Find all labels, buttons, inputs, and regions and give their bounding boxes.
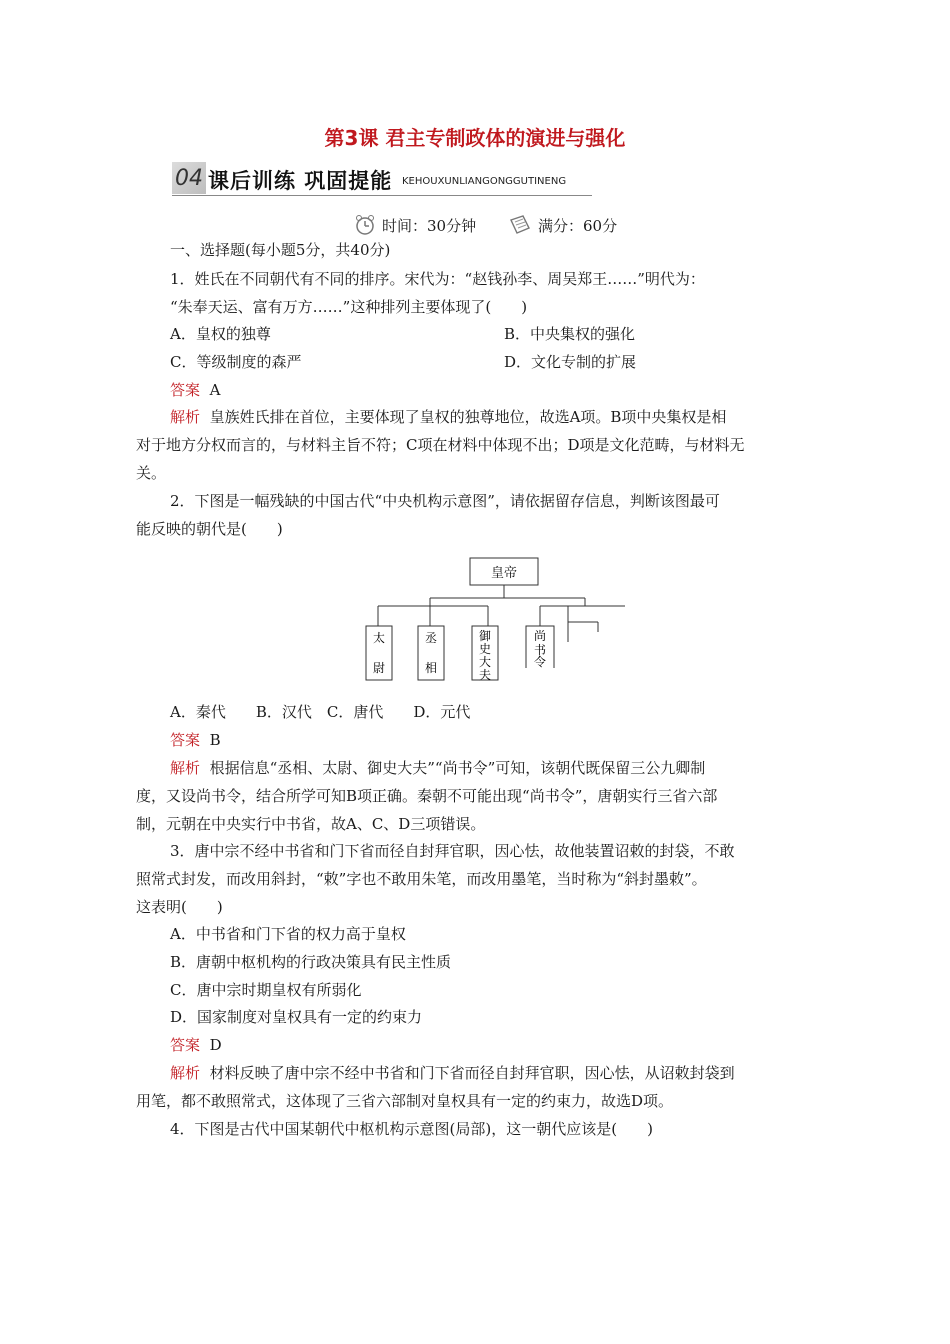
q2-analysis-line1 [170,758,705,778]
q1-stem-line2: “朱奉天运、富有万方……”这种排列主要体现了( ) [170,298,528,316]
svg-text:御: 御 [478,629,492,643]
q2-answer-value: B [209,731,221,749]
q2-analysis-line2: 度，又设尚书令，结合所学可知B项正确。秦朝不可能出现“尚书令”，唐朝实行三省六部 [136,787,718,805]
q3-option-c: C．唐中宗时期皇权有所弱化 [170,981,362,999]
q3-option-a: A．中书省和门下省的权力高于皇权 [170,925,406,943]
q1-analysis-line2: 对于地方分权而言的，与材料主旨不符；C项在材料中体现不出；D项是文化范畴，与材料无 [136,436,745,454]
score-text: 满分：60分 [538,216,618,235]
q2-answer [170,730,221,750]
svg-text:令: 令 [533,655,547,669]
central-institutions-diagram [360,556,630,686]
banner-number: 04 [172,162,206,194]
analysis-label: 解析 [170,1064,201,1082]
q1-option-b: B．中央集权的强化 [504,325,636,343]
answer-label: 答案 [170,381,201,399]
q1-answer-value: A [209,381,221,399]
section-banner [172,162,602,196]
svg-text:尚: 尚 [533,629,547,643]
diagram-emperor-label: 皇帝 [490,566,518,581]
svg-text:夫: 夫 [478,668,492,682]
time-info [354,214,476,236]
banner-underline [172,195,592,196]
q3-answer-value: D [209,1036,222,1054]
svg-text:太: 太 [372,631,386,645]
q1-option-a: A．皇权的独尊 [170,325,271,343]
q3-option-b: B．唐朝中枢机构的行政决策具有民主性质 [170,953,452,971]
q1-analysis-line1 [170,407,726,427]
q1-option-c: C．等级制度的森严 [170,353,302,371]
q3-analysis-line1 [170,1063,735,1083]
q4-stem-line1: 4．下图是古代中国某朝代中枢机构示意图(局部)，这一朝代应该是( ) [170,1120,653,1138]
q1-analysis-line3: 关。 [136,464,167,482]
q3-stem-line3: 这表明( ) [136,898,223,916]
svg-text:书: 书 [533,643,547,657]
banner-text: 课后训练 巩固提能 [208,169,393,193]
time-text: 时间：30分钟 [382,216,477,235]
page-title: 第3课 君主专制政体的演进与强化 [324,126,626,150]
svg-text:史: 史 [478,642,492,656]
q3-analysis-line2: 用笔，都不敢照常式，这体现了三省六部制对皇权具有一定的约束力，故选D项。 [136,1092,674,1110]
section-heading: 一、选择题(每小题5分，共40分) [170,241,391,259]
paper-icon [508,214,532,236]
svg-text:相: 相 [424,661,438,675]
q1-option-d: D．文化专制的扩展 [504,353,637,371]
q1-analysis-text1: 皇族姓氏排在首位，主要体现了皇权的独尊地位，故选A项。B项中央集权是相 [209,408,727,426]
svg-text:尉: 尉 [372,661,386,675]
q2-stem-line1: 2．下图是一幅残缺的中国古代“中央机构示意图”，请依据留存信息，判断该图最可 [170,492,720,510]
analysis-label: 解析 [170,408,201,426]
q2-stem-line2: 能反映的朝代是( ) [136,520,283,538]
q3-option-d: D．国家制度对皇权具有一定的约束力 [170,1008,423,1026]
q2-analysis-line3: 制，元朝在中央实行中书省，故A、C、D三项错误。 [136,815,486,833]
answer-label: 答案 [170,1036,201,1054]
svg-text:大: 大 [478,655,492,669]
answer-label: 答案 [170,731,201,749]
q3-answer [170,1035,222,1055]
svg-text:丞: 丞 [424,631,438,645]
analysis-label: 解析 [170,759,201,777]
q1-stem-line1: 1．姓氏在不同朝代有不同的排序。宋代为：“赵钱孙李、周吴郑王……”明代为： [170,270,705,288]
q1-answer [170,380,220,400]
banner-subtitle: KEHOUXUNLIANGONGGUTINENG [402,176,567,187]
q2-analysis-text1: 根据信息“丞相、太尉、御史大夫”“尚书令”可知，该朝代既保留三公九卿制 [209,759,706,777]
q2-options: A．秦代 B．汉代 C．唐代 D．元代 [170,703,471,721]
q3-stem-line1: 3．唐中宗不经中书省和门下省而径自封拜官职，因心怯，故他装置诏敕的封袋，不敢 [170,842,735,860]
clock-icon [354,214,376,236]
score-info [508,214,617,236]
q3-stem-line2: 照常式封发，而改用斜封，“敕”字也不敢用朱笔，而改用墨笔，当时称为“斜封墨敕”。 [136,870,707,888]
q3-analysis-text1: 材料反映了唐中宗不经中书省和门下省而径自封拜官职，因心怯，从诏敕封袋到 [209,1064,735,1082]
